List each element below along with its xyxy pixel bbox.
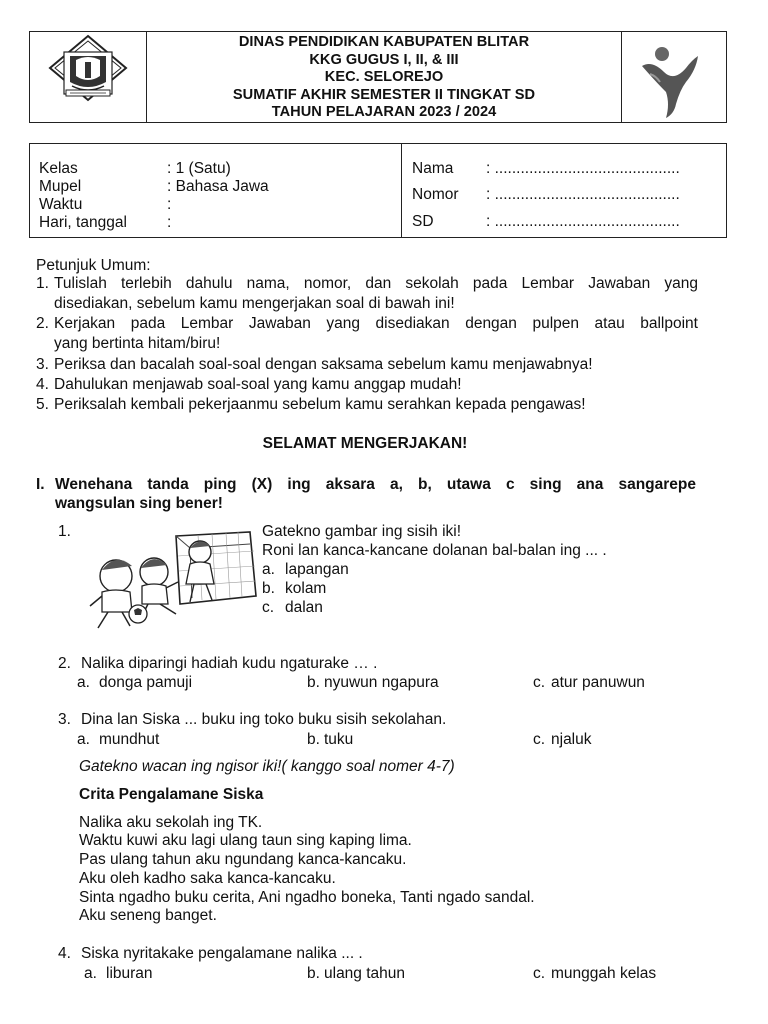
value-sd: : ........................................... (486, 213, 680, 230)
option-text: atur panuwun (551, 674, 645, 691)
value-nama: : ........................................... (486, 160, 680, 177)
option-letter: c. (533, 731, 546, 748)
option-text: kolam (285, 580, 327, 597)
option-letter: b. (307, 674, 320, 691)
option-text: lapangan (285, 561, 349, 578)
label-nama: Nama (412, 160, 454, 177)
header-line-year: TAHUN PELAJARAN 2023 / 2024 (271, 104, 497, 121)
question-text: Nalika diparingi hadiah kudu ngaturake … . (81, 655, 378, 672)
instruction-number: 5. (36, 396, 49, 413)
header-table (29, 31, 727, 123)
option-text: dalan (285, 599, 323, 616)
instruction-number: 1. (36, 275, 49, 292)
option-text: munggah kelas (551, 965, 657, 982)
header-line-kkg: KKG GUGUS I, II, & III (309, 51, 459, 68)
reading-title: Crita Pengalamane Siska (79, 786, 264, 803)
value-kelas: : 1 (Satu) (167, 160, 231, 177)
option-letter: b. (307, 965, 320, 982)
option-letter: c. (533, 965, 546, 982)
instruction-text-line: yang bertinta hitam/biru! (54, 334, 221, 352)
student-info-table (29, 143, 727, 238)
reading-line: Sinta ngadho buku cerita, Ani ngadho boneka, Tanti ngado sandal. (79, 889, 535, 906)
value-mupel: : Bahasa Jawa (167, 178, 269, 195)
option-letter: a. (77, 731, 90, 748)
reading-line: Pas ulang tahun aku ngundang kanca-kancaku. (79, 851, 407, 868)
instruction-text-line: Tulislah terlebih dahulu nama, nomor, dan sekolah pada Lembar Jawaban yang (54, 275, 698, 292)
instruction-text-line: Dahulukan menjawab soal-soal yang kamu anggap mudah! (54, 376, 462, 393)
question-text: Roni lan kanca-kancane dolanan bal-balan ing ... . (262, 542, 607, 559)
instruction-text-line: disediakan, sebelum kamu mengerjakan soal di bawah ini! (54, 294, 455, 312)
question-number: 4. (58, 945, 71, 962)
header-line-district: KEC. SELOREJO (324, 69, 444, 86)
option-text: liburan (106, 965, 153, 982)
label-hari-tanggal: Hari, tanggal (39, 214, 127, 231)
label-kelas: Kelas (39, 160, 78, 177)
kurikulum-merdeka-logo-icon (622, 32, 726, 122)
instruction-text-line: Periksa dan bacalah soal-soal dengan saksama sebelum kamu menjawabnya! (54, 356, 593, 373)
option-letter: a. (84, 965, 97, 982)
label-mupel: Mupel (39, 178, 82, 195)
header-title-block (146, 34, 622, 122)
question-number: 2. (58, 655, 71, 672)
reading-line: Waktu kuwi aku lagi ulang taun sing kaping lima. (79, 832, 412, 849)
option-text: tuku (324, 731, 354, 748)
option-letter: a. (262, 561, 275, 578)
label-nomor: Nomor (412, 186, 459, 203)
question-text: Siska nyritakake pengalamane nalika ... . (81, 945, 363, 962)
instruction-number: 3. (36, 356, 49, 373)
reading-line: Aku seneng banget. (79, 907, 217, 924)
instructions-heading: Petunjuk Umum: (36, 257, 151, 274)
reading-line: Aku oleh kadho saka kanca-kancaku. (79, 870, 336, 887)
question-text: Dina lan Siska ... buku ing toko buku sisih sekolahan. (81, 711, 447, 728)
option-letter: b. (307, 731, 320, 748)
question-number: 1. (58, 523, 71, 540)
option-text: mundhut (99, 731, 160, 748)
question-number: 3. (58, 711, 71, 728)
header-line-exam: SUMATIF AKHIR SEMESTER II TINGKAT SD (232, 86, 536, 103)
label-sd: SD (412, 213, 434, 230)
value-waktu: : (167, 196, 172, 213)
option-letter: b. (262, 580, 275, 597)
label-waktu: Waktu (39, 196, 83, 213)
greeting-text: SELAMAT MENGERJAKAN! (262, 435, 468, 452)
info-divider (401, 144, 402, 237)
section-instruction-line: wangsulan sing bener! (55, 495, 223, 512)
question-text: Gatekno gambar ing sisih iki! (262, 523, 462, 540)
instruction-item (36, 375, 698, 395)
option-text: ulang tahun (324, 965, 406, 982)
kids-playing-football-illustration (78, 526, 266, 634)
option-text: donga pamuji (99, 674, 193, 691)
option-text: nyuwun ngapura (324, 674, 439, 691)
header-line-agency: DINAS PENDIDIKAN KABUPATEN BLITAR (238, 34, 530, 50)
instruction-item (36, 314, 698, 353)
instruction-item (36, 274, 698, 313)
instruction-text-line: Periksalah kembali pekerjaanmu sebelum kamu serahkan kepada pengawas! (54, 396, 586, 413)
option-text: njaluk (551, 731, 592, 748)
section-roman-numeral: I. (36, 476, 45, 493)
kurikulum-logo-cell (621, 32, 726, 122)
instruction-number: 2. (36, 315, 49, 332)
instruction-item (36, 355, 698, 375)
regency-logo-cell (30, 32, 147, 122)
value-nomor: : ........................................... (486, 186, 680, 203)
option-letter: c. (533, 674, 546, 691)
instruction-text-line: Kerjakan pada Lembar Jawaban yang disediakan dengan pulpen atau ballpoint (54, 315, 698, 332)
option-letter: c. (262, 599, 275, 616)
section-instruction-line: Wenehana tanda ping (X) ing aksara a, b, utawa c sing ana sangarepe (55, 476, 696, 493)
instruction-number: 4. (36, 376, 49, 393)
blitar-regency-emblem-icon (30, 32, 146, 122)
value-hari-tanggal: : (167, 214, 172, 231)
instruction-item (36, 395, 698, 415)
option-letter: a. (77, 674, 90, 691)
reading-line: Nalika aku sekolah ing TK. (79, 814, 263, 831)
reading-intro: Gatekno wacan ing ngisor iki!( kanggo soal nomer 4-7) (79, 758, 455, 775)
